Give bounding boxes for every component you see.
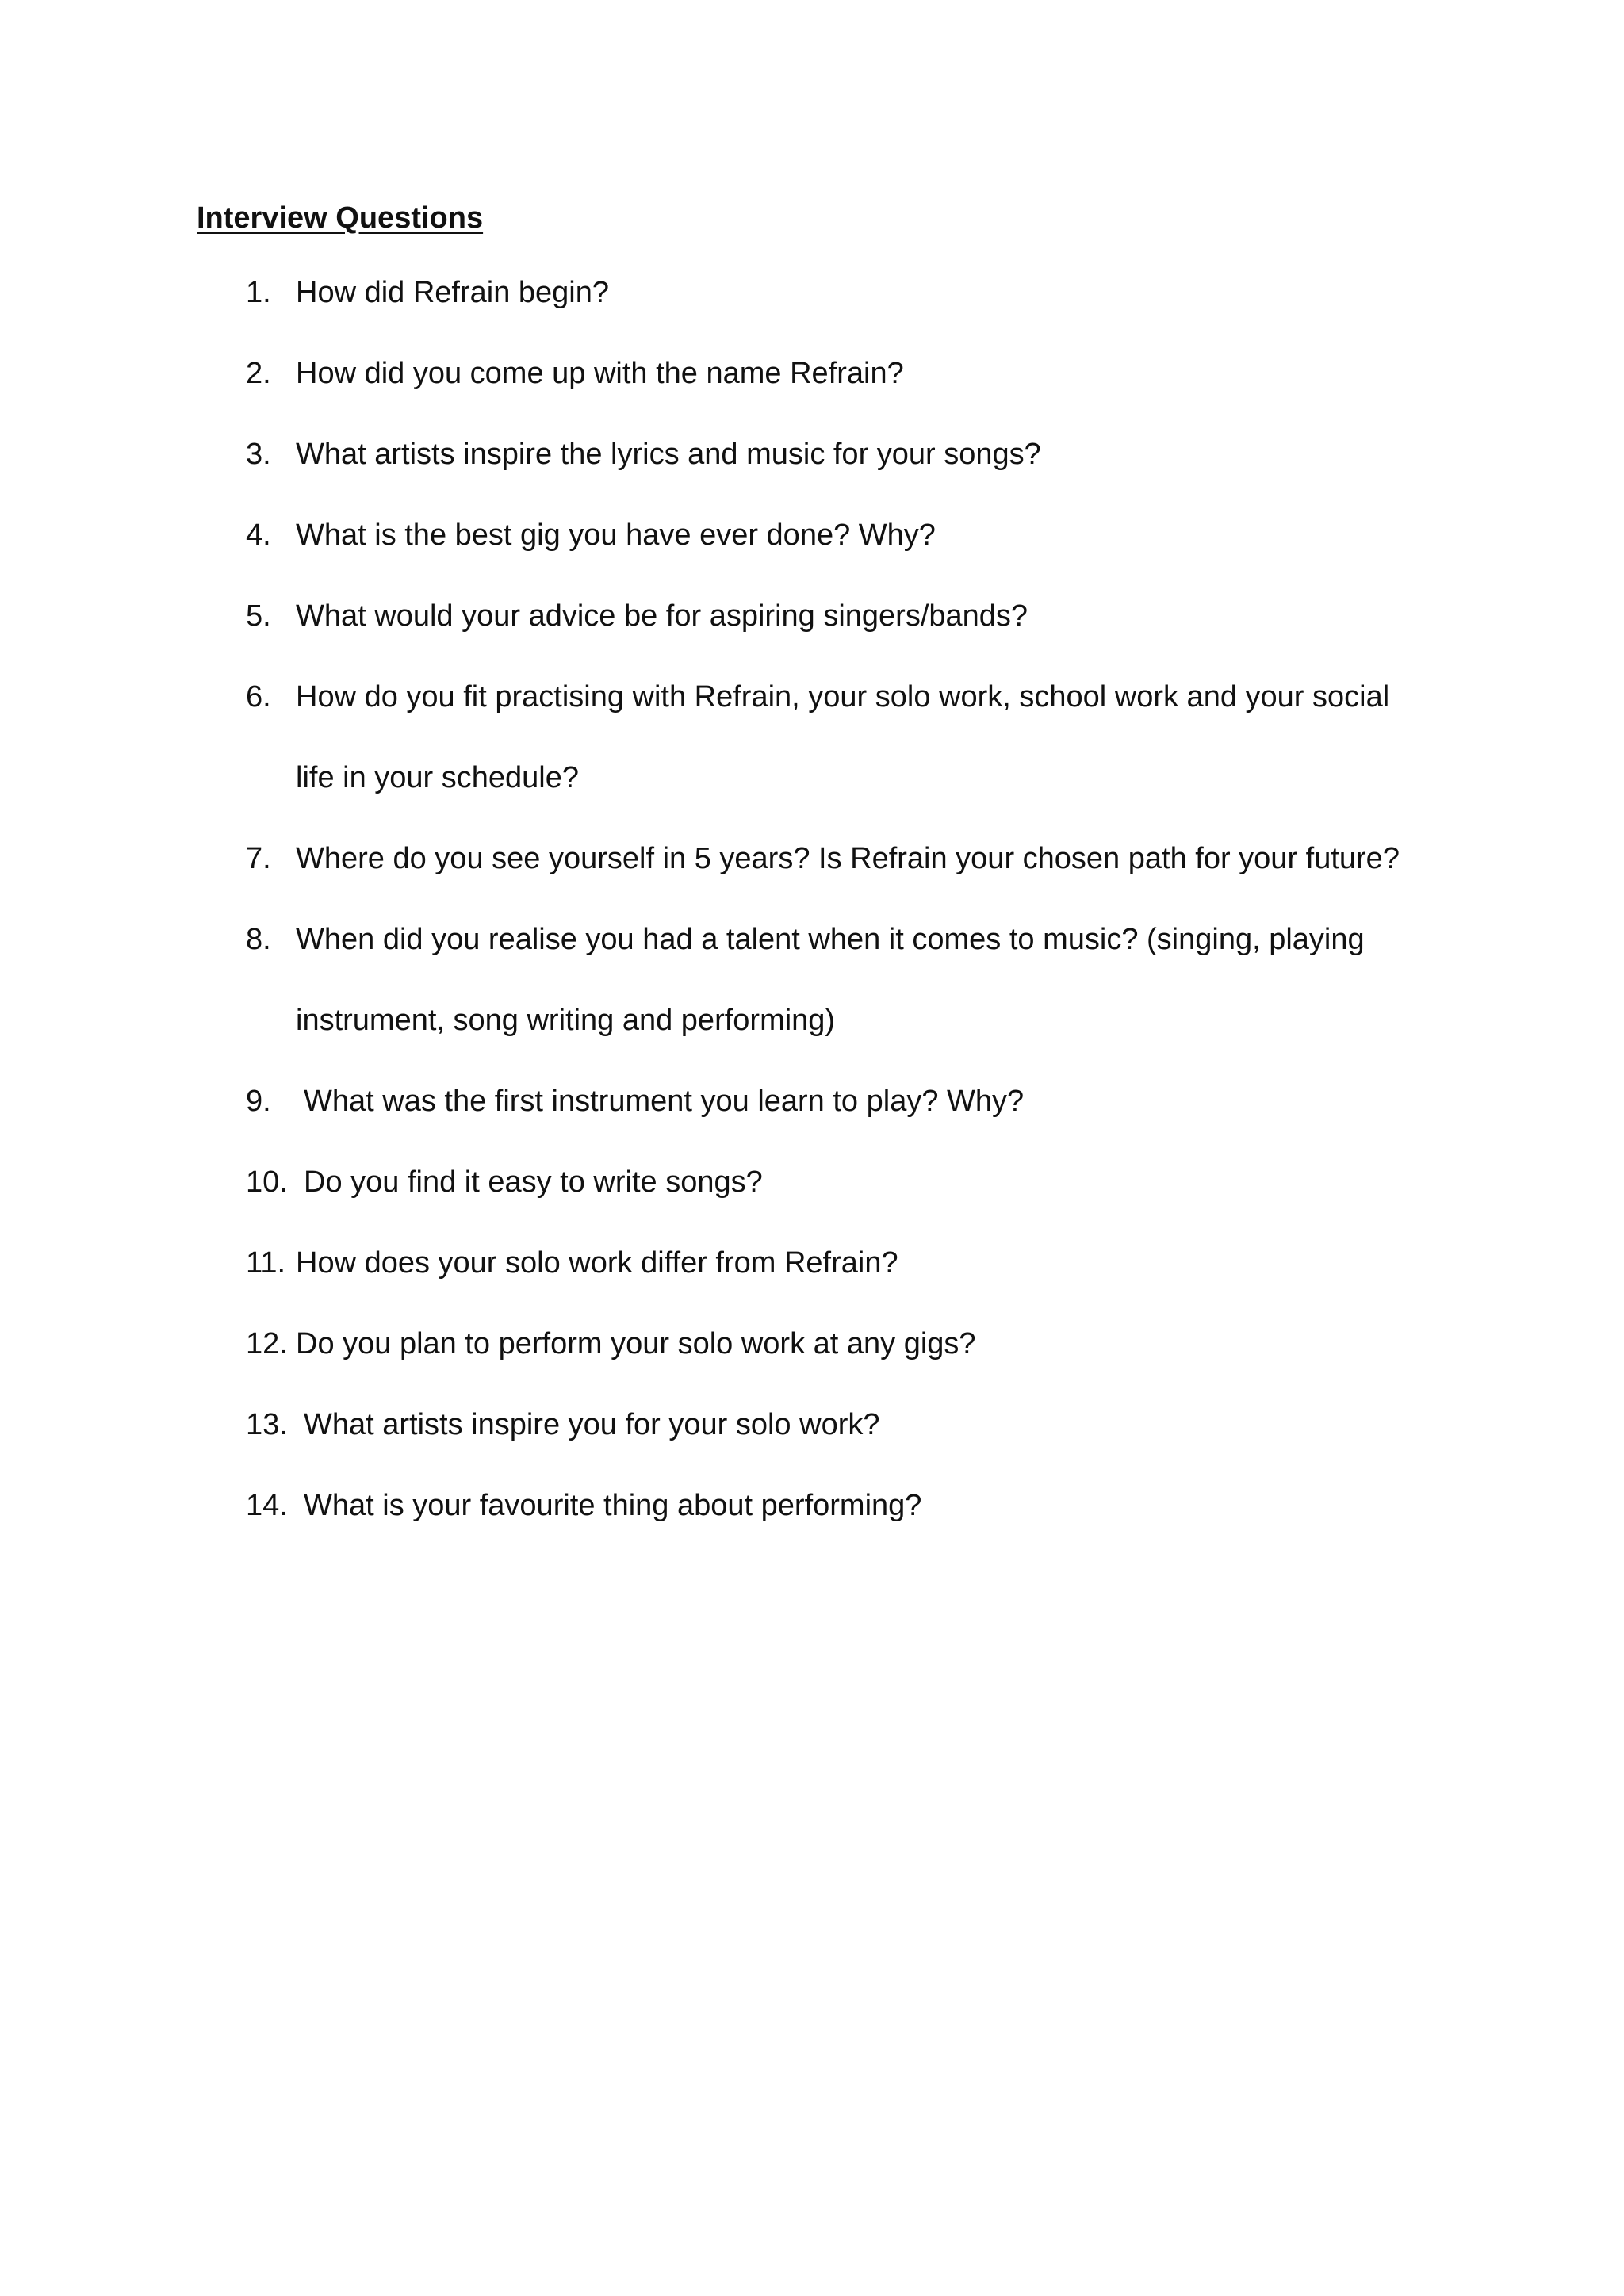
question-text: What would your advice be for aspiring singers/bands?	[296, 599, 1028, 633]
question-number: 7.	[246, 842, 271, 875]
question-text: Do you find it easy to write songs?	[304, 1165, 763, 1199]
question-text: What is the best gig you have ever done? Why?	[296, 519, 936, 552]
question-text: Where do you see yourself in 5 years? Is Refrain your chosen path for your future?	[296, 842, 1400, 875]
question-text: What artists inspire you for your solo work?	[304, 1408, 880, 1441]
question-number: 14.	[246, 1489, 288, 1522]
document-title: Interview Questions	[197, 201, 484, 235]
question-text: How did Refrain begin?	[296, 276, 610, 309]
question-text: How does your solo work differ from Refrain?	[296, 1246, 898, 1280]
question-number: 4.	[246, 519, 271, 552]
question-number: 6.	[246, 680, 271, 714]
question-text: How do you fit practising with Refrain, your solo work, school work and your social	[296, 680, 1390, 714]
question-number: 9.	[246, 1085, 271, 1118]
question-number: 3.	[246, 438, 271, 471]
question-number: 2.	[246, 357, 271, 390]
question-number: 13.	[246, 1408, 288, 1441]
question-text: What was the first instrument you learn to play? Why?	[304, 1085, 1025, 1118]
question-number: 5.	[246, 599, 271, 633]
question-text-continuation: instrument, song writing and performing)	[296, 1004, 836, 1037]
question-text: What artists inspire the lyrics and music for your songs?	[296, 438, 1041, 471]
question-number: 12.	[246, 1327, 288, 1360]
question-number: 11.	[246, 1246, 286, 1280]
question-number: 8.	[246, 923, 271, 956]
question-text: How did you come up with the name Refrain?	[296, 357, 904, 390]
question-number: 10.	[246, 1165, 288, 1199]
question-number: 1.	[246, 276, 271, 309]
question-text-continuation: life in your schedule?	[296, 761, 579, 794]
question-text: What is your favourite thing about performing?	[304, 1489, 922, 1522]
question-text: Do you plan to perform your solo work at any gigs?	[296, 1327, 976, 1360]
question-text: When did you realise you had a talent when it comes to music? (singing, playing	[296, 923, 1365, 956]
